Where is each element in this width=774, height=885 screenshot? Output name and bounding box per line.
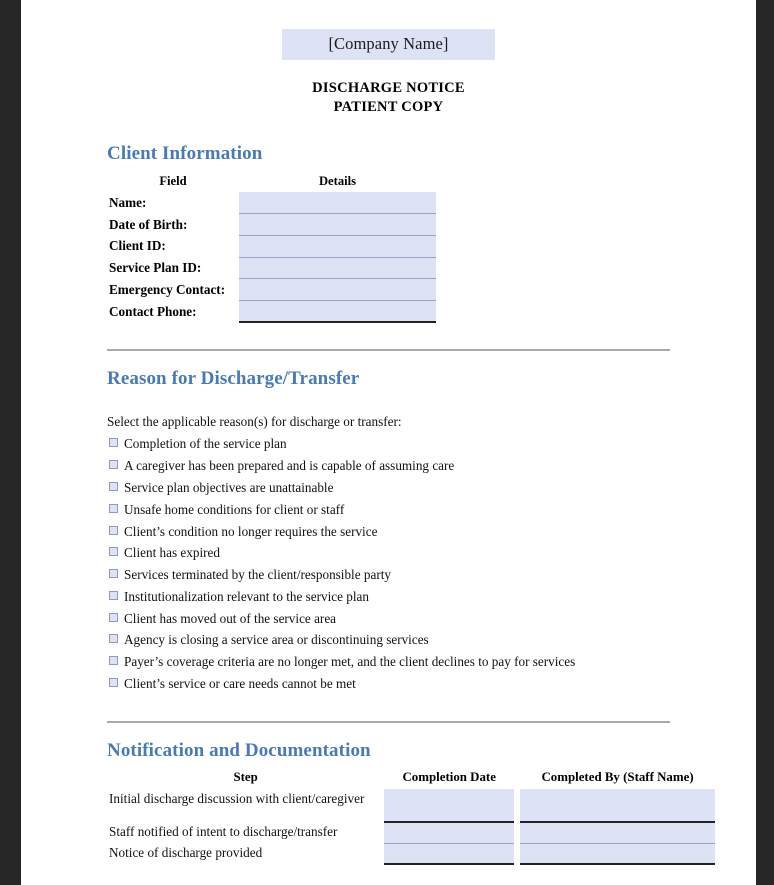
table-row	[107, 789, 715, 822]
checkbox-icon[interactable]	[109, 613, 118, 622]
column-header-field: Field	[159, 174, 187, 189]
field-input-name[interactable]	[239, 192, 436, 214]
table-row	[107, 192, 436, 214]
notification-documentation-table	[107, 769, 715, 865]
column-header-details: Details	[318, 174, 357, 189]
checkbox-label: Institutionalization relevant to the service plan	[124, 588, 369, 604]
checkbox-icon[interactable]	[109, 591, 118, 600]
column-header-completion-date: Completion Date	[402, 770, 496, 785]
list-item[interactable]	[107, 499, 670, 521]
checkbox-icon[interactable]	[109, 678, 118, 687]
checkbox-icon[interactable]	[109, 526, 118, 535]
client-information-table	[107, 173, 436, 323]
checkbox-label: Completion of the service plan	[124, 436, 287, 452]
list-item[interactable]	[107, 542, 670, 564]
checkbox-icon[interactable]	[109, 460, 118, 469]
completed-by-input-row-2[interactable]	[520, 822, 715, 843]
document-title	[21, 79, 756, 117]
list-item[interactable]	[107, 673, 670, 695]
checkbox-icon[interactable]	[109, 634, 118, 643]
completion-date-input-row-3[interactable]	[384, 843, 514, 864]
field-label-date-of-birth: Date of Birth:	[109, 216, 188, 232]
notification-documentation-section	[21, 741, 756, 866]
document-page	[21, 0, 756, 885]
completed-by-input-row-1[interactable]	[520, 789, 715, 822]
checkbox-icon[interactable]	[109, 569, 118, 578]
step-label-staff-notified: Staff notified of intent to discharge/transfer	[109, 824, 338, 840]
table-row	[107, 235, 436, 257]
checkbox-icon[interactable]	[109, 656, 118, 665]
field-input-date-of-birth[interactable]	[239, 214, 436, 236]
checkbox-icon[interactable]	[109, 438, 118, 447]
checkbox-label: Client has moved out of the service area	[124, 610, 337, 626]
field-input-contact-phone[interactable]	[239, 301, 436, 323]
field-label-contact-phone: Contact Phone:	[109, 303, 197, 319]
step-label-initial-discussion: Initial discharge discussion with client/caregiver	[109, 791, 365, 807]
document-title-line-1: DISCHARGE NOTICE	[312, 79, 465, 96]
section-divider-2	[107, 721, 670, 723]
table-row	[107, 822, 715, 843]
reason-checkbox-list	[107, 433, 670, 694]
table-row	[107, 214, 436, 236]
checkbox-label: Client has expired	[124, 545, 220, 561]
table-row	[107, 843, 715, 864]
checkbox-icon[interactable]	[109, 482, 118, 491]
list-item[interactable]	[107, 651, 670, 673]
field-input-service-plan-id[interactable]	[239, 257, 436, 279]
client-information-heading: Client Information	[107, 143, 263, 165]
reason-for-discharge-section	[21, 369, 756, 694]
company-banner-row	[21, 29, 756, 60]
checkbox-label: Service plan objectives are unattainable	[124, 479, 334, 495]
list-item[interactable]	[107, 586, 670, 608]
field-label-emergency-contact: Emergency Contact:	[109, 281, 226, 297]
table-header-row	[107, 769, 715, 789]
list-item[interactable]	[107, 520, 670, 542]
completion-date-input-row-1[interactable]	[384, 789, 514, 822]
checkbox-icon[interactable]	[109, 547, 118, 556]
list-item[interactable]	[107, 629, 670, 651]
checkbox-label: Client’s service or care needs cannot be met	[124, 676, 356, 691]
checkbox-label: Payer’s coverage criteria are no longer met, and the client declines to pay for services	[124, 654, 576, 670]
checkbox-label: Unsafe home conditions for client or staff	[124, 501, 345, 517]
checkbox-label: Agency is closing a service area or discontinuing services	[124, 632, 429, 648]
document-content	[21, 0, 756, 885]
field-input-emergency-contact[interactable]	[239, 279, 436, 301]
client-information-section	[21, 144, 756, 323]
table-row	[107, 279, 436, 301]
checkbox-label: A caregiver has been prepared and is capable of assuming care	[124, 458, 455, 474]
table-row	[107, 257, 436, 279]
section-divider-1	[107, 349, 670, 351]
list-item[interactable]	[107, 564, 670, 586]
list-item[interactable]	[107, 607, 670, 629]
column-header-completed-by: Completed By (Staff Name)	[541, 770, 694, 785]
checkbox-label: Services terminated by the client/responsible party	[124, 567, 391, 583]
checkbox-icon[interactable]	[109, 504, 118, 513]
table-row	[107, 301, 436, 323]
field-label-service-plan-id: Service Plan ID:	[109, 260, 202, 276]
company-name-field[interactable]: [Company Name]	[282, 29, 494, 60]
table-header-row	[107, 173, 436, 192]
notification-documentation-heading: Notification and Documentation	[107, 739, 371, 761]
completed-by-input-row-3[interactable]	[520, 843, 715, 864]
field-input-client-id[interactable]	[239, 235, 436, 257]
reason-instruction-text: Select the applicable reason(s) for discharge or transfer:	[107, 414, 402, 430]
list-item[interactable]	[107, 455, 670, 477]
column-header-step: Step	[233, 770, 258, 785]
list-item[interactable]	[107, 477, 670, 499]
checkbox-label: Client’s condition no longer requires the service	[124, 523, 378, 539]
list-item[interactable]	[107, 433, 670, 455]
reason-for-discharge-heading: Reason for Discharge/Transfer	[107, 368, 360, 390]
field-label-name: Name:	[109, 195, 147, 211]
document-title-line-2: PATIENT COPY	[333, 99, 444, 116]
field-label-client-id: Client ID:	[109, 238, 166, 254]
step-label-notice-provided: Notice of discharge provided	[109, 845, 263, 861]
completion-date-input-row-2[interactable]	[384, 822, 514, 843]
